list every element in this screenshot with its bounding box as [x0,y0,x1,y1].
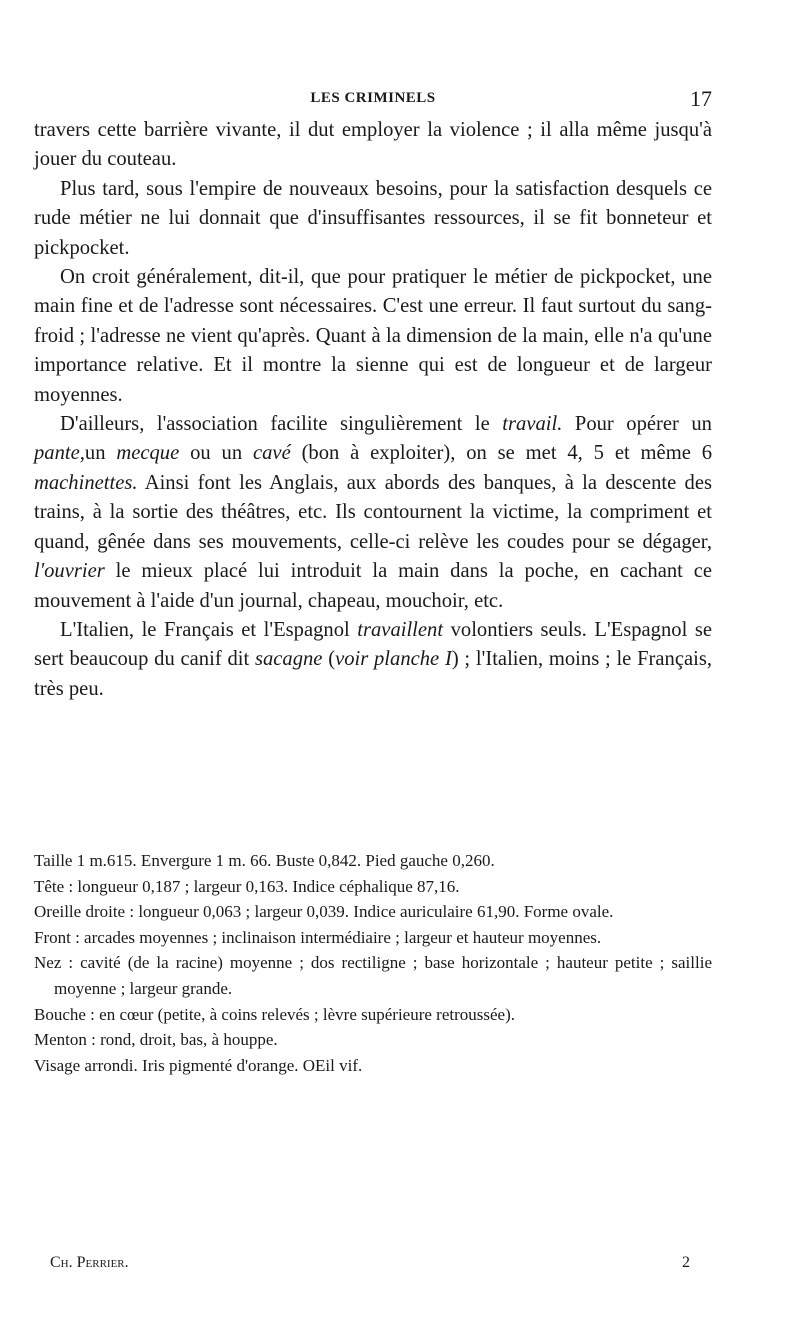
paragraph-1: travers cette barrière vivante, il dut employer la violence ; il alla même jusqu'à jouer du couteau. [34,119,712,171]
note-forehead: Front : arcades moyennes ; inclinaison intermédiaire ; largeur et hauteur moyennes. [34,927,602,947]
note-ear: Oreille droite : longueur 0,063 ; largeur 0,039. Indice auriculaire 61,90. Forme ovale. [34,902,614,922]
page-number: 17 [690,86,712,111]
note-nose: Nez : cavité (de la racine) moyenne ; dos rectiligne ; base horizontale ; hauteur petite ; saillie moyenne ; largeur grande. [34,953,712,998]
author-signature: Ch. Perrier. [50,1254,129,1271]
italic-term: sacagne [254,648,323,671]
italic-term: l'ouvrier [34,560,105,583]
italic-term: travaillent [357,618,444,641]
anthropometric-notes [34,848,712,1078]
text-run: ou un [179,442,253,465]
main-text [34,116,712,704]
italic-term: voir planche I [335,648,452,671]
text-run: Ainsi font les Anglais, aux abords des banques, à la descente des trains, à la sortie des théâtres, etc. Ils contournent la victime, la compriment et quand, gênée dans ses mouvements, celle-ci relève les coudes pour se dégager, [34,471,712,553]
running-title: LES CRIMINELS [310,90,436,106]
paragraph-4 [34,410,712,616]
note-measurements: Taille 1 m.615. Envergure 1 m. 66. Buste 0,842. Pied gauche 0,260. [34,851,495,870]
text-run: Pour opérer un [562,413,712,436]
note-head: Tête : longueur 0,187 ; largeur 0,163. Indice céphalique 87,16. [34,876,460,896]
text-run: un [84,442,117,465]
italic-term: travail. [502,413,563,436]
running-header [34,86,712,114]
note-face: Visage arrondi. Iris pigmenté d'orange. OEil vif. [34,1055,363,1075]
paragraph-2: Plus tard, sous l'empire de nouveaux besoins, pour la satisfaction desquels ce rude métier ne lui donnait que d'insuffisantes ressources, il se fit bonneteur et pickpocket. [34,177,712,259]
text-run: D'ailleurs, l'association facilite singulièrement le [60,413,503,436]
page-footer [50,1254,690,1272]
note-chin: Menton : rond, droit, bas, à houppe. [34,1030,278,1050]
italic-term: mecque [116,442,180,465]
italic-term: pante, [34,442,85,465]
text-run: ( [322,648,336,671]
text-run: L'Italien, le Français et l'Espagnol [60,618,358,641]
italic-term: machinettes. [34,471,138,494]
text-run: le mieux placé lui introduit la main dans la poche, en cachant ce mouvement à l'aide d'un journal, chapeau, mouchoir, etc. [34,560,712,612]
text-run: (bon à exploiter), on se met 4, 5 et même 6 [290,442,713,465]
text-run: ) ; l'Italien, moins ; le Français, très peu. [34,648,712,700]
italic-term: cavé [253,442,291,465]
text-run: volontiers seuls. L'Espagnol se sert beaucoup du canif dit [34,618,712,671]
sheet-number: 2 [682,1254,690,1271]
paragraph-5 [34,616,712,704]
paragraph-3: On croit généralement, dit-il, que pour pratiquer le métier de pickpocket, une main fine et de l'adresse sont nécessaires. C'est une erreur. Il faut surtout du sang-froid ; l'adresse ne vient qu'après. Quant à la dimension de la main, elle n'a qu'une importance relative. Et il montre la sienne qui est de longueur et de largeur moyennes. [34,266,712,406]
note-mouth: Bouche : en cœur (petite, à coins relevés ; lèvre supérieure retroussée). [34,1004,515,1024]
